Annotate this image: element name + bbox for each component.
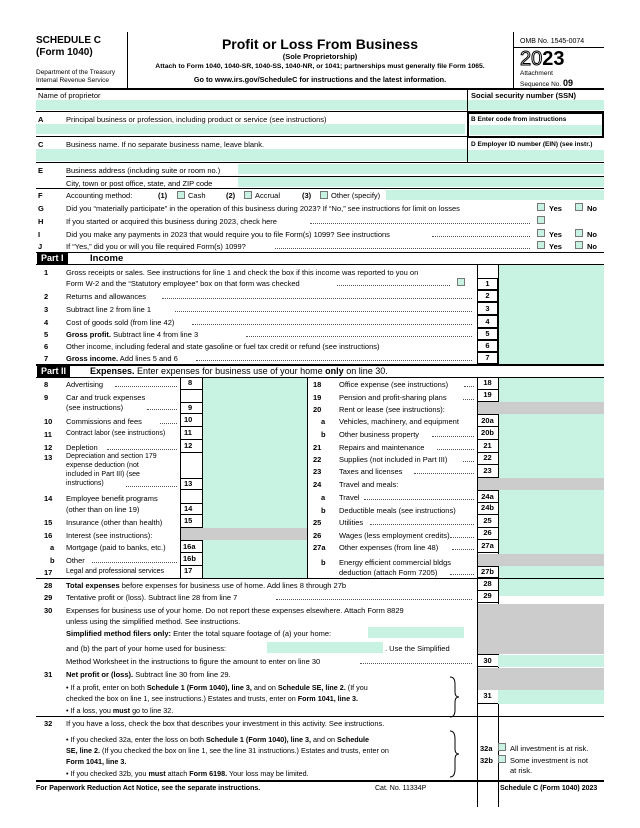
line-20a-text: Vehicles, machinery, and equipment (339, 417, 459, 426)
line-2-box: 2 (477, 290, 498, 302)
j-no-label: No (587, 242, 597, 251)
line-4-box: 4 (477, 315, 498, 328)
line-d-text: D Employer ID number (EIN) (see instr.) (471, 141, 593, 148)
line-a-letter: A (38, 115, 44, 124)
line-27a-box: 27a (477, 540, 498, 553)
line-24-text: Travel and meals: (339, 480, 399, 489)
line-g-letter: G (38, 204, 44, 213)
business-sqft-field[interactable] (267, 642, 383, 653)
line-5-text: Gross profit. Subtract line 4 from line 3 (66, 330, 199, 339)
line-24b-box: 24b (477, 503, 498, 515)
line-30d2-text: . Use the Simplified (385, 644, 450, 653)
line-11-text: Contract labor (see instructions) (66, 430, 166, 437)
line-19-text: Pension and profit-sharing plans (339, 393, 447, 402)
statutory-employee-checkbox[interactable] (457, 278, 465, 286)
omb-number: OMB No. 1545-0074 (520, 38, 585, 45)
line-3-text: Subtract line 2 from line 1 (66, 305, 152, 314)
home-sqft-field[interactable] (368, 627, 464, 638)
i-yes-label: Yes (549, 230, 562, 239)
all-at-risk-checkbox[interactable] (498, 743, 506, 751)
line-26-text: Wages (less employment credits) (339, 531, 450, 540)
line-20b-text: Other business property (339, 430, 420, 439)
part1-label: Part I (37, 253, 68, 264)
brace-31-icon (448, 676, 460, 718)
paperwork-notice: For Paperwork Reduction Act Notice, see the separate instructions. (36, 785, 261, 792)
line-3-box: 3 (477, 302, 498, 315)
line-13b-text: expense deduction (not (66, 462, 139, 469)
footer-form-name: Schedule C (Form 1040) 2023 (500, 785, 598, 792)
line-5-box: 5 (477, 328, 498, 340)
line-20-text: Rent or lease (see instructions): (339, 405, 445, 414)
line-7-box: 7 (477, 352, 498, 364)
line-c-letter: C (38, 140, 44, 149)
line-8-box: 8 (180, 378, 202, 390)
line-j-letter: J (38, 242, 43, 251)
line-32b-label: 32b (480, 756, 493, 765)
line-e-letter: E (38, 166, 44, 175)
line-27b-text2: deduction (attach Form 7205) (339, 568, 438, 577)
line-h-letter: H (38, 217, 44, 226)
line-31-loss-text: • If a loss, you must go to line 32. (66, 706, 174, 715)
line-24b-text: Deductible meals (see instructions) (339, 506, 456, 515)
line-1b-text: Form W-2 and the “Statutory employee” box on that form was checked (66, 279, 300, 288)
line-31-text: Net profit or (loss). Subtract line 30 from line 29. (66, 670, 231, 679)
part2-left-amounts[interactable] (202, 378, 307, 578)
line-31-shaded (478, 668, 604, 690)
j-no-checkbox[interactable] (575, 241, 583, 249)
line-32a-label: 32a (480, 744, 493, 753)
line-14b-text: (other than on line 19) (66, 505, 140, 514)
accrual-label: Accrual (255, 191, 281, 200)
line-32-b-text: • If you checked 32b, you must attach Form 6198. Your loss may be limited. (66, 769, 309, 778)
line-31-profit-text: • If a profit, enter on both Schedule 1 (Form 1040), line 3, and on Schedule SE, line 2. (If you (66, 683, 368, 692)
line-9b-text: (see instructions) (66, 403, 124, 412)
other-method-label: Other (specify) (331, 191, 381, 200)
g-yes-label: Yes (549, 204, 562, 213)
line-9-box: 9 (180, 402, 202, 414)
i-no-label: No (587, 230, 597, 239)
line-g-text: Did you “materially participate” in the operation of this business during 2023? If “No,” see instructions for limit on losses (66, 204, 460, 213)
dept-label: Department of the Treasury (36, 69, 116, 76)
g-no-checkbox[interactable] (575, 203, 583, 211)
j-yes-checkbox[interactable] (537, 241, 545, 249)
line-27a-text: Other expenses (from line 48) (339, 543, 439, 552)
sequence-label: Sequence No. 09 (520, 78, 574, 88)
j-yes-label: Yes (549, 242, 562, 251)
line-11-box: 11 (180, 427, 202, 440)
name-field[interactable] (36, 100, 467, 110)
line-32b-text1: Some investment is not (510, 756, 588, 765)
line-30d-text: and (b) the part of your home used for business: (66, 644, 227, 653)
line-30b-text: unless using the simplified method. See instructions. (66, 617, 241, 626)
line-10-box: 10 (180, 414, 202, 427)
line-31-amount[interactable] (498, 690, 604, 704)
line-32b-text2: at risk. (510, 766, 533, 775)
form-label: (Form 1040) (36, 47, 93, 58)
i-no-checkbox[interactable] (575, 229, 583, 237)
line-2-text: Returns and allowances (66, 292, 147, 301)
line-27b-text1: Energy efficient commercial bldgs (339, 558, 451, 567)
line-16a-text: Mortgage (paid to banks, etc.) (66, 543, 166, 552)
accrual-checkbox[interactable] (244, 191, 252, 199)
line-31-checked-text: checked the box on line 1, see instructions.) Estates and trusts, enter on Form 1041, line 3. (66, 694, 359, 703)
attach-instructions: Attach to Form 1040, 1040-SR, 1040-SS, 1040-NR, or 1041; partnerships must generally file Form 1065. (155, 63, 485, 70)
business-name-field[interactable] (36, 149, 467, 161)
g-no-label: No (587, 204, 597, 213)
goto-instructions: Go to www.irs.gov/ScheduleC for instructions and the latest information. (193, 75, 447, 84)
line-e-text2: City, town or post office, state, and ZIP code (66, 179, 213, 188)
tax-year: 2023 (520, 48, 565, 70)
line-24a-box: 24a (477, 490, 498, 503)
line-15-box: 15 (180, 515, 202, 528)
line-14-box: 14 (180, 503, 202, 515)
line-13d-text: instructions) (66, 480, 104, 487)
line-13-box: 13 (180, 478, 202, 490)
other-method-field[interactable] (386, 190, 604, 200)
ssn-label: Social security number (SSN) (471, 91, 577, 100)
line-20a-box: 20a (477, 414, 498, 427)
line-21-box: 21 (477, 440, 498, 453)
line-24a-text: Travel (339, 493, 360, 502)
line-30a-text: Expenses for business use of your home. Do not report these expenses elsewhere. Attach Form 8829 (66, 606, 404, 615)
line-25-box: 25 (477, 515, 498, 528)
other-method-checkbox[interactable] (320, 191, 328, 199)
line-24-shaded (478, 478, 604, 490)
f-option-3: (3) (302, 191, 312, 200)
line-4-text: Cost of goods sold (from line 42) (66, 318, 175, 327)
part2-title: Expenses. Enter expenses for business use of your home only on line 30. (90, 366, 388, 376)
line-i-letter: I (38, 230, 41, 239)
attachment-label: Attachment (520, 70, 553, 77)
line-20-shaded (478, 402, 604, 414)
principal-business-field[interactable] (36, 124, 465, 134)
line-27b-box: 27b (477, 566, 498, 578)
line-27-shaded (478, 554, 604, 566)
line-17-box: 17 (184, 566, 193, 575)
line-c-text: Business name. If no separate business name, leave blank. (66, 140, 265, 149)
line-32-text: If you have a loss, check the box that describes your investment in this activity. See instructions. (66, 719, 385, 728)
line-30c-text: Simplified method filers only: Enter the total square footage of (a) your home: (66, 629, 332, 638)
line-18-text: Office expense (see instructions) (339, 380, 449, 389)
city-field[interactable] (238, 177, 604, 187)
brace-32-icon (448, 730, 460, 778)
line-23-box: 23 (477, 465, 498, 478)
form-title: Profit or Loss From Business (221, 36, 419, 52)
line-16-shaded (181, 528, 307, 540)
line-16b-text: Other (66, 556, 85, 565)
line-32-a-text: • If you checked 32a, enter the loss on both Schedule 1 (Form 1040), line 3, and on Schedule (66, 735, 369, 744)
line-32a-text: All investment is at risk. (510, 744, 589, 753)
line-30-shaded (478, 604, 604, 654)
ssn-field[interactable] (468, 100, 604, 110)
line-j-text: If “Yes,” did you or will you file required Form(s) 1099? (66, 242, 246, 251)
cash-label: Cash (188, 191, 206, 200)
g-yes-checkbox[interactable] (537, 203, 545, 211)
line-17-text: Legal and professional services (66, 568, 165, 575)
cash-checkbox[interactable] (177, 191, 185, 199)
line-f-letter: F (38, 191, 43, 200)
line-28-text: Total expenses before expenses for business use of home. Add lines 8 through 27b (66, 581, 347, 590)
line-30e-text: Method Worksheet in the instructions to figure the amount to enter on line 30 (66, 657, 321, 666)
line-29-text: Tentative profit or (loss). Subtract line 28 from line 7 (66, 593, 238, 602)
part1-amount-column[interactable] (498, 265, 604, 364)
f-option-1: (1) (158, 191, 168, 200)
line-6-box: 6 (477, 340, 498, 352)
line-16-text: Interest (see instructions): (66, 531, 153, 540)
line-30-amount[interactable] (498, 655, 604, 667)
h-checkbox[interactable] (537, 216, 545, 224)
line-13a-text: Depreciation and section 179 (66, 453, 157, 460)
cat-number: Cat. No. 11334P (375, 785, 427, 792)
line-20b-box: 20b (477, 427, 498, 440)
line-22-text: Supplies (not included in Part III) (339, 455, 448, 464)
line-1a-text: Gross receipts or sales. See instructions for line 1 and check the box if this income was reported to you on (66, 268, 419, 277)
some-not-at-risk-checkbox[interactable] (498, 755, 506, 763)
line-f-text: Accounting method: (66, 191, 133, 200)
line-25-text: Utilities (339, 518, 364, 527)
part1-title: Income (90, 253, 124, 264)
line-28-box: 28 (477, 578, 498, 591)
f-option-2: (2) (226, 191, 236, 200)
line-10-text: Commissions and fees (66, 417, 142, 426)
line-9a-text: Car and truck expenses (66, 393, 146, 402)
line-29-box: 29 (477, 591, 498, 603)
line-32-form-text: Form 1041, line 3. (66, 757, 127, 766)
line-22-box: 22 (477, 453, 498, 465)
line-18-box: 18 (477, 378, 498, 390)
line-a-text: Principal business or profession, including product or service (see instructions) (66, 115, 327, 124)
line-12-text: Depletion (66, 443, 98, 452)
ein-field[interactable] (468, 150, 604, 161)
line-i-text: Did you make any payments in 2023 that would require you to file Form(s) 1099? See instructions (66, 230, 390, 239)
form-subtitle: (Sole Proprietorship) (282, 52, 358, 61)
line-15-text: Insurance (other than health) (66, 518, 163, 527)
line-h-text: If you started or acquired this business during 2023, check here (66, 217, 277, 226)
line-16a-box: 16a (180, 540, 202, 553)
line-12-box: 12 (180, 440, 202, 453)
name-label: Name of proprietor (38, 91, 101, 100)
line-32-se-text: SE, line 2. (If you checked the box on line 1, see the line 31 instructions.) Estates and trusts, enter on (66, 746, 389, 755)
line-b-text: B Enter code from instructions (471, 116, 567, 123)
line-14a-text: Employee benefit programs (66, 494, 158, 503)
line-6-text: Other income, including federal and state gasoline or fuel tax credit or refund (see instructions) (66, 342, 380, 351)
i-yes-checkbox[interactable] (537, 229, 545, 237)
line-1-box: 1 (477, 278, 498, 290)
line-8-text: Advertising (66, 380, 104, 389)
line-21-text: Repairs and maintenance (339, 443, 425, 452)
line-7-text: Gross income. Add lines 5 and 6 (66, 354, 178, 363)
line-30-box: 30 (477, 654, 498, 667)
business-code-field[interactable] (470, 125, 602, 135)
irs-label: Internal Revenue Service (36, 77, 109, 84)
line-e-text1: Business address (including suite or room no.) (66, 166, 221, 175)
line-31-box: 31 (477, 690, 498, 704)
schedule-label: SCHEDULE C (36, 35, 102, 46)
line-16b-box: 16b (180, 553, 202, 566)
line-13c-text: included in Part III) (see (66, 471, 140, 478)
line-19-box: 19 (477, 390, 498, 402)
line-26-box: 26 (477, 528, 498, 540)
part2-label: Part II (37, 366, 70, 377)
address-field[interactable] (238, 164, 604, 174)
line-23-text: Taxes and licenses (339, 467, 403, 476)
